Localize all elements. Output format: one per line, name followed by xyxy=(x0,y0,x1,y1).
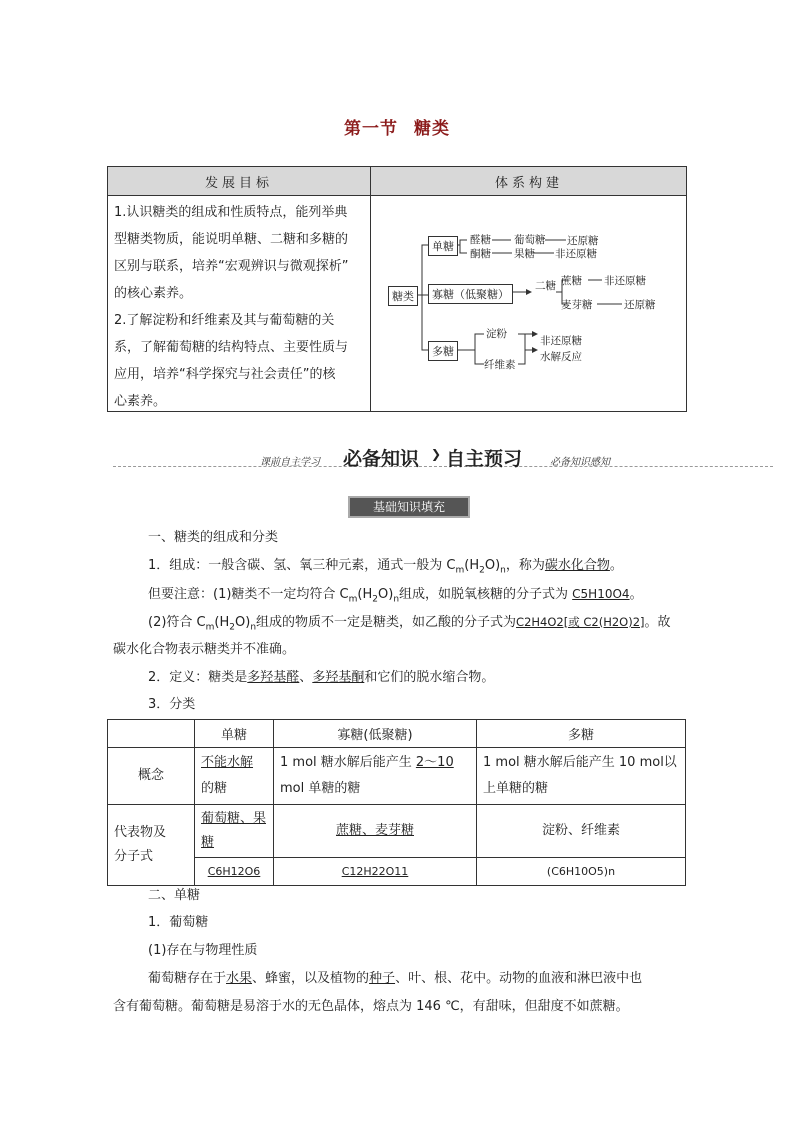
table-cell: 不能水解 的糖 xyxy=(195,748,274,805)
heading-composition: 一、糖类的组成和分类 xyxy=(148,530,279,545)
banner-left: 课前自主学习 xyxy=(260,457,320,468)
heading-classification: 3．分类 xyxy=(148,697,196,712)
table-header-cell: 寡糖(低聚糖) xyxy=(274,720,477,748)
table-row xyxy=(108,805,686,858)
diagram-reducing-1: 还原糖 xyxy=(567,235,599,247)
goal-line: 的核心素养。 xyxy=(114,286,193,301)
para-glucose-2: 含有葡萄糖。葡萄糖是易溶于水的无色晶体，熔点为 146 ℃，有甜味，但甜度不如蔗糖。 xyxy=(113,999,629,1014)
diagram-sucrose: 蔗糖 xyxy=(561,275,582,287)
table-cell: 1 mol 糖水解后能产生 10 mol以 上单糖的糖 xyxy=(477,748,686,805)
table-header-cell xyxy=(108,720,195,748)
diagram-maltose: 麦芽糖 xyxy=(561,299,593,311)
table-header-cell: 多糖 xyxy=(477,720,686,748)
answer-acetic-acid: C2H4O2[或 C2(H2O)2] xyxy=(516,615,645,629)
goal-line: 2.了解淀粉和纤维素及其与葡萄糖的关 xyxy=(114,313,335,328)
answer-deoxyribose: C5H10O4 xyxy=(572,587,630,601)
heading-glucose: 1．葡萄糖 xyxy=(148,915,209,930)
diagram-reducing-2: 还原糖 xyxy=(624,299,656,311)
diagram-fructose: 果糖 xyxy=(514,248,535,260)
diagram-root: 糖类 xyxy=(388,286,418,306)
table-cell: C6H12O6 xyxy=(195,858,274,886)
banner-right: 必备知识感知 xyxy=(550,457,610,468)
diagram-starch: 淀粉 xyxy=(486,328,507,340)
chevron-right-icon: ❯ xyxy=(431,447,442,461)
banner-title-1: 必备知识 xyxy=(343,448,420,470)
goal-line: 应用，培养“科学探究与社会责任”的核 xyxy=(114,367,336,382)
answer-polyhydroxy-ketone: 多羟基酮 xyxy=(312,670,365,685)
banner-title-2: 自主预习 xyxy=(446,448,523,470)
table-cell: 1 mol 糖水解后能产生 2～10 mol 单糖的糖 xyxy=(274,748,477,805)
table-cell: 葡萄糖、果 糖 xyxy=(195,805,274,858)
para-glucose-1: 葡萄糖存在于水果、蜂蜜，以及植物的种子、叶、根、花中。动物的血液和淋巴液中也 xyxy=(148,971,643,986)
table-header-cell: 单糖 xyxy=(195,720,274,748)
diagram-di: 二糖 xyxy=(535,280,556,292)
para-note-2: (2)符合 $C_m(H_2O)_n$组成的物质不一定是糖类，如乙酸的分子式为C2H4O2[或 C2(H2O)2]。故 xyxy=(148,615,671,633)
table-row xyxy=(108,748,686,805)
table-cell: 蔗糖、麦芽糖 xyxy=(274,805,477,858)
answer-fruit: 水果 xyxy=(226,971,253,986)
diagram-cellulose: 纤维素 xyxy=(484,359,516,371)
goal-line: 系，了解葡萄糖的结构特点、主要性质与 xyxy=(114,340,349,355)
diagram-nonreducing-3: 非还原糖 xyxy=(540,335,582,347)
title-topic: 糖类 xyxy=(414,119,450,139)
diagram-hydrolysis: 水解反应 xyxy=(540,351,582,363)
diagram-mono: 单糖 xyxy=(428,236,458,256)
heading-monosaccharide: 二、单糖 xyxy=(148,888,201,903)
goal-line: 1.认识糖类的组成和性质特点，能列举典 xyxy=(114,205,348,220)
banner-rule xyxy=(113,466,773,467)
diagram-extra-lines xyxy=(0,0,794,420)
para-definition: 2．定义：糖类是多羟基醛、多羟基酮和它们的脱水缩合物。 xyxy=(148,670,495,685)
heading-glucose-properties: (1)存在与物理性质 xyxy=(148,943,258,958)
header-goals: 发展目标 xyxy=(204,176,273,191)
diagram-oligo: 寡糖（低聚糖） xyxy=(428,284,513,304)
table-cell: 概念 xyxy=(108,748,195,805)
table-cell: 淀粉、纤维素 xyxy=(477,805,686,858)
table-row xyxy=(108,720,686,748)
para-composition: 1．组成：一般含碳、氢、氧三种元素，通式一般为 $C_m(H_2O)_n$，称为碳水化合物。 xyxy=(148,558,623,576)
goal-line: 区别与联系，培养“宏观辨识与微观探析” xyxy=(114,259,349,274)
diagram-glucose: 葡萄糖 xyxy=(514,234,546,246)
diagram-aldose: 醛糖 xyxy=(470,234,491,246)
answer-carbohydrate: 碳水化合物 xyxy=(544,558,610,573)
section-tag: 基础知识填充 xyxy=(348,496,470,518)
section-banner xyxy=(113,444,773,470)
classification-table xyxy=(107,719,686,886)
answer-seed: 种子 xyxy=(369,971,396,986)
header-system: 体系构建 xyxy=(494,176,563,191)
table-cell: 代表物及 分子式 xyxy=(108,805,195,886)
table-cell: (C6H10O5)n xyxy=(477,858,686,886)
para-note-1: 但要注意：(1)糖类不一定均符合 $C_m(H_2O)_n$组成，如脱氧核糖的分子式为 C5H10O4。 xyxy=(148,587,643,605)
diagram-poly: 多糖 xyxy=(428,341,458,361)
goal-line: 心素养。 xyxy=(114,394,167,409)
answer-polyhydroxy-aldehyde: 多羟基醛 xyxy=(247,670,300,685)
diagram-nonreducing-2: 非还原糖 xyxy=(604,275,646,287)
table-row xyxy=(108,858,686,886)
diagram-nonreducing-1: 非还原糖 xyxy=(555,248,597,260)
title-section: 第一节 xyxy=(344,119,398,139)
table-cell: C12H22O11 xyxy=(274,858,477,886)
para-note-3: 碳水化合物表示糖类并不准确。 xyxy=(113,642,296,657)
diagram-ketose: 酮糖 xyxy=(470,248,491,260)
goal-line: 型糖类物质，能说明单糖、二糖和多糖的 xyxy=(114,232,349,247)
